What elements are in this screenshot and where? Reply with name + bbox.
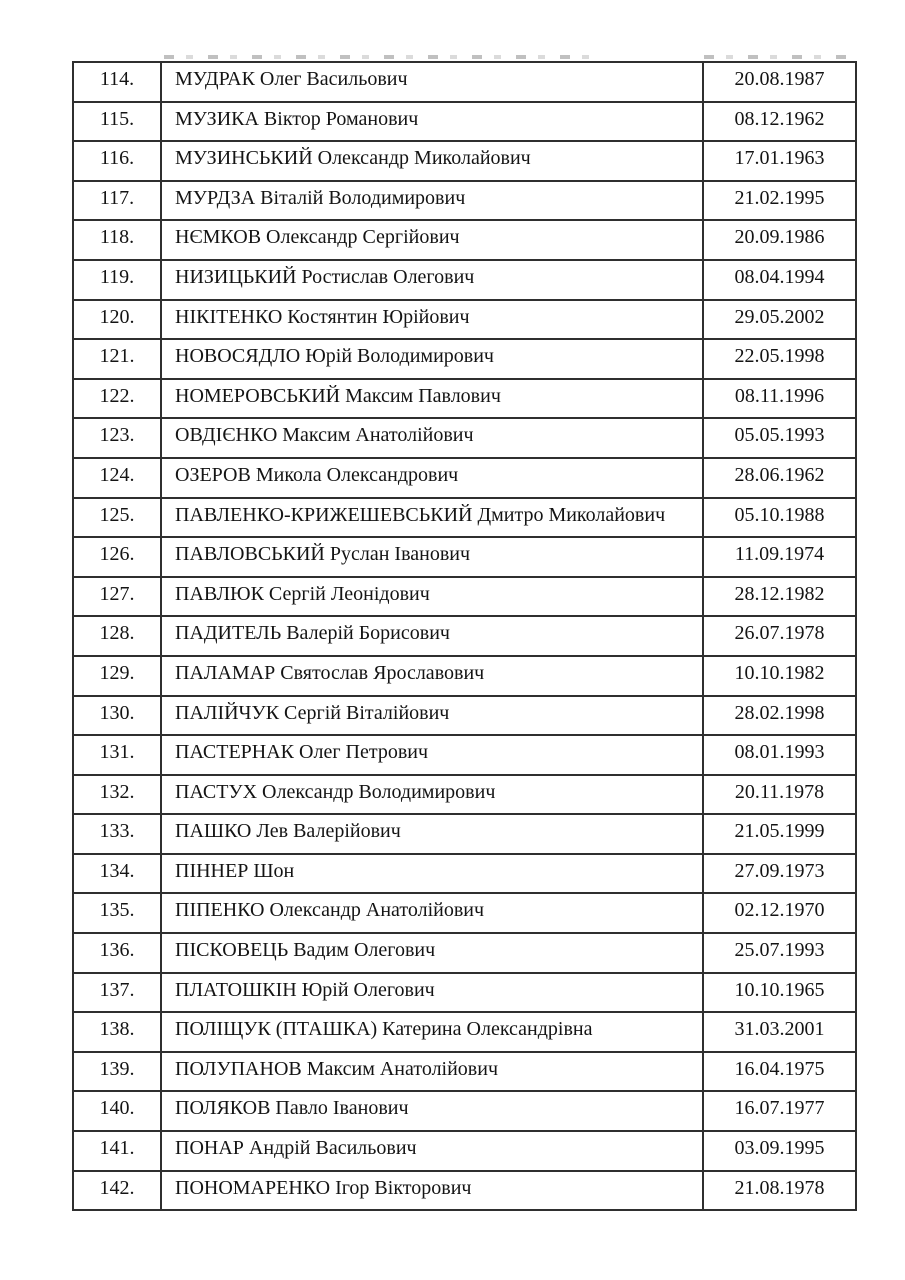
birth-date-cell: 08.01.1993: [703, 735, 856, 775]
row-number-cell: 135.: [73, 893, 161, 933]
row-number-cell: 115.: [73, 102, 161, 142]
table-row: [73, 854, 856, 894]
table-row: [73, 379, 856, 419]
birth-date-cell: 31.03.2001: [703, 1012, 856, 1052]
table-row: [73, 181, 856, 221]
full-name-cell: МУДРАК Олег Васильович: [161, 62, 703, 102]
name-list-table-body: [73, 62, 856, 1210]
table-row: [73, 1052, 856, 1092]
full-name-cell: ПАСТУХ Олександр Володимирович: [161, 775, 703, 815]
row-number-cell: 140.: [73, 1091, 161, 1131]
table-row: [73, 696, 856, 736]
full-name-cell: ПОНОМАРЕНКО Ігор Вікторович: [161, 1171, 703, 1211]
name-list-table: [72, 61, 857, 1211]
full-name-cell: ПЛАТОШКІН Юрій Олегович: [161, 973, 703, 1013]
full-name-cell: ПІННЕР Шон: [161, 854, 703, 894]
birth-date-cell: 16.04.1975: [703, 1052, 856, 1092]
birth-date-cell: 16.07.1977: [703, 1091, 856, 1131]
table-row: [73, 220, 856, 260]
birth-date-cell: 02.12.1970: [703, 893, 856, 933]
row-number-cell: 123.: [73, 418, 161, 458]
row-number-cell: 118.: [73, 220, 161, 260]
birth-date-cell: 28.06.1962: [703, 458, 856, 498]
birth-date-cell: 26.07.1978: [703, 616, 856, 656]
row-number-cell: 117.: [73, 181, 161, 221]
birth-date-cell: 29.05.2002: [703, 300, 856, 340]
birth-date-cell: 20.09.1986: [703, 220, 856, 260]
table-row: [73, 973, 856, 1013]
full-name-cell: ПАШКО Лев Валерійович: [161, 814, 703, 854]
birth-date-cell: 10.10.1965: [703, 973, 856, 1013]
row-number-cell: 136.: [73, 933, 161, 973]
birth-date-cell: 08.12.1962: [703, 102, 856, 142]
table-row: [73, 1131, 856, 1171]
birth-date-cell: 05.10.1988: [703, 498, 856, 538]
table-row: [73, 418, 856, 458]
full-name-cell: НЄМКОВ Олександр Сергійович: [161, 220, 703, 260]
row-number-cell: 137.: [73, 973, 161, 1013]
full-name-cell: ПОНАР Андрій Васильович: [161, 1131, 703, 1171]
row-number-cell: 127.: [73, 577, 161, 617]
table-row: [73, 735, 856, 775]
full-name-cell: МУРДЗА Віталій Володимирович: [161, 181, 703, 221]
birth-date-cell: 20.11.1978: [703, 775, 856, 815]
row-number-cell: 131.: [73, 735, 161, 775]
table-row: [73, 933, 856, 973]
table-row: [73, 616, 856, 656]
table-row: [73, 339, 856, 379]
full-name-cell: ПОЛІЩУК (ПТАШКА) Катерина Олександрівна: [161, 1012, 703, 1052]
full-name-cell: ОВДІЄНКО Максим Анатолійович: [161, 418, 703, 458]
full-name-cell: ПАВЛОВСЬКИЙ Руслан Іванович: [161, 537, 703, 577]
birth-date-cell: 21.08.1978: [703, 1171, 856, 1211]
table-row: [73, 775, 856, 815]
full-name-cell: МУЗИНСЬКИЙ Олександр Миколайович: [161, 141, 703, 181]
table-row: [73, 577, 856, 617]
row-number-cell: 138.: [73, 1012, 161, 1052]
full-name-cell: НІКІТЕНКО Костянтин Юрійович: [161, 300, 703, 340]
row-number-cell: 126.: [73, 537, 161, 577]
birth-date-cell: 20.08.1987: [703, 62, 856, 102]
row-number-cell: 125.: [73, 498, 161, 538]
full-name-cell: ОЗЕРОВ Микола Олександрович: [161, 458, 703, 498]
table-row: [73, 1171, 856, 1211]
birth-date-cell: 21.05.1999: [703, 814, 856, 854]
row-number-cell: 119.: [73, 260, 161, 300]
row-number-cell: 121.: [73, 339, 161, 379]
full-name-cell: ПАСТЕРНАК Олег Петрович: [161, 735, 703, 775]
birth-date-cell: 27.09.1973: [703, 854, 856, 894]
cropped-previous-row-remnant: [704, 55, 852, 59]
table-row: [73, 498, 856, 538]
table-row: [73, 656, 856, 696]
birth-date-cell: 11.09.1974: [703, 537, 856, 577]
full-name-cell: ПАВЛЮК Сергій Леонідович: [161, 577, 703, 617]
row-number-cell: 142.: [73, 1171, 161, 1211]
row-number-cell: 141.: [73, 1131, 161, 1171]
row-number-cell: 122.: [73, 379, 161, 419]
row-number-cell: 139.: [73, 1052, 161, 1092]
table-row: [73, 1091, 856, 1131]
cropped-previous-row-remnant: [164, 55, 594, 59]
row-number-cell: 134.: [73, 854, 161, 894]
full-name-cell: ПОЛЯКОВ Павло Іванович: [161, 1091, 703, 1131]
table-row: [73, 537, 856, 577]
row-number-cell: 132.: [73, 775, 161, 815]
row-number-cell: 133.: [73, 814, 161, 854]
table-row: [73, 260, 856, 300]
table-row: [73, 893, 856, 933]
full-name-cell: МУЗИКА Віктор Романович: [161, 102, 703, 142]
full-name-cell: ПАЛІЙЧУК Сергій Віталійович: [161, 696, 703, 736]
birth-date-cell: 05.05.1993: [703, 418, 856, 458]
table-row: [73, 458, 856, 498]
row-number-cell: 129.: [73, 656, 161, 696]
full-name-cell: ПАЛАМАР Святослав Ярославович: [161, 656, 703, 696]
table-row: [73, 102, 856, 142]
birth-date-cell: 25.07.1993: [703, 933, 856, 973]
birth-date-cell: 17.01.1963: [703, 141, 856, 181]
full-name-cell: ПІПЕНКО Олександр Анатолійович: [161, 893, 703, 933]
table-row: [73, 62, 856, 102]
full-name-cell: НОВОСЯДЛО Юрій Володимирович: [161, 339, 703, 379]
birth-date-cell: 28.02.1998: [703, 696, 856, 736]
row-number-cell: 124.: [73, 458, 161, 498]
birth-date-cell: 22.05.1998: [703, 339, 856, 379]
birth-date-cell: 28.12.1982: [703, 577, 856, 617]
row-number-cell: 116.: [73, 141, 161, 181]
row-number-cell: 114.: [73, 62, 161, 102]
full-name-cell: ПАВЛЕНКО-КРИЖЕШЕВСЬКИЙ Дмитро Миколайович: [161, 498, 703, 538]
table-row: [73, 1012, 856, 1052]
birth-date-cell: 21.02.1995: [703, 181, 856, 221]
birth-date-cell: 08.04.1994: [703, 260, 856, 300]
full-name-cell: НОМЕРОВСЬКИЙ Максим Павлович: [161, 379, 703, 419]
full-name-cell: ПОЛУПАНОВ Максим Анатолійович: [161, 1052, 703, 1092]
table-row: [73, 814, 856, 854]
table-row: [73, 141, 856, 181]
full-name-cell: НИЗИЦЬКИЙ Ростислав Олегович: [161, 260, 703, 300]
table-row: [73, 300, 856, 340]
birth-date-cell: 03.09.1995: [703, 1131, 856, 1171]
full-name-cell: ПАДИТЕЛЬ Валерій Борисович: [161, 616, 703, 656]
full-name-cell: ПІСКОВЕЦЬ Вадим Олегович: [161, 933, 703, 973]
birth-date-cell: 10.10.1982: [703, 656, 856, 696]
row-number-cell: 130.: [73, 696, 161, 736]
row-number-cell: 120.: [73, 300, 161, 340]
birth-date-cell: 08.11.1996: [703, 379, 856, 419]
row-number-cell: 128.: [73, 616, 161, 656]
